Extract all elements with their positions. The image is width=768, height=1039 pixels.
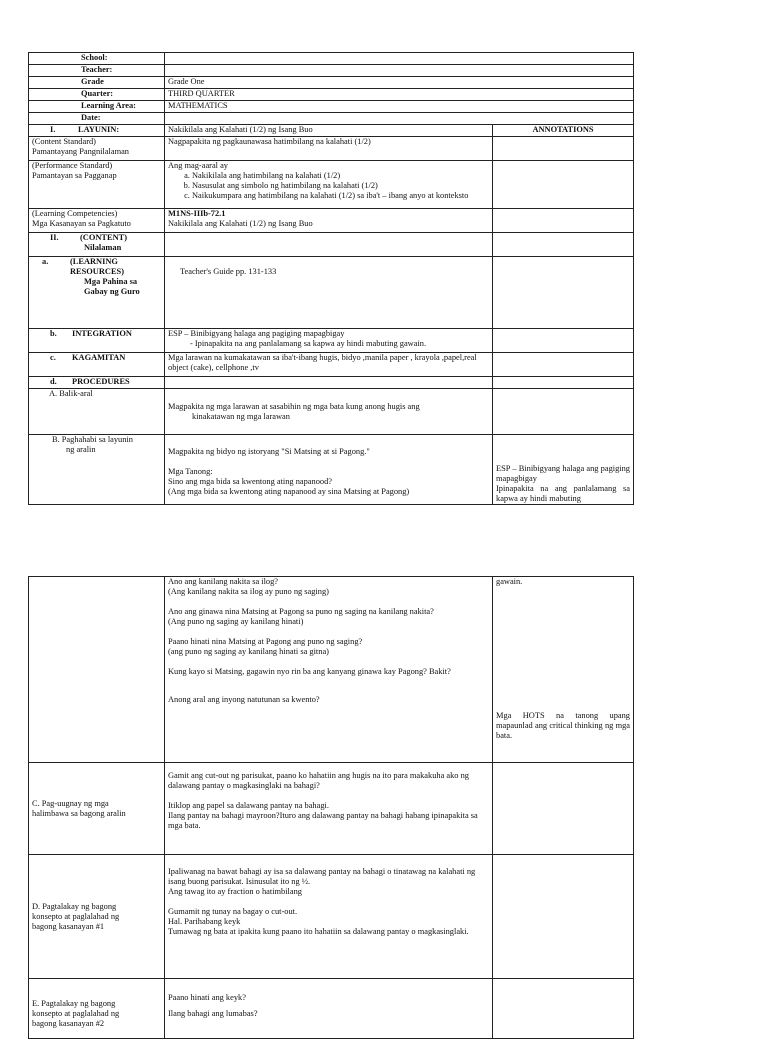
integration-line-2: - Ipinapakita na ang panlalamang sa kapwa ay hindi mabuting gawain. xyxy=(190,339,427,348)
list-item: b. Nasusulat ang simbolo ng hatimbilang na kalahati (1/2) xyxy=(192,181,489,191)
learning-area-label: Learning Area: xyxy=(29,101,165,113)
integration-value xyxy=(165,329,493,353)
performance-standard-value xyxy=(165,161,493,209)
section-c-value xyxy=(165,763,493,855)
competencies-label xyxy=(29,209,165,233)
answer-2: (Ang puno ng saging ay kanilang hinati) xyxy=(168,617,304,626)
balik-aral-value xyxy=(165,389,493,435)
lesson-plan-table-page-1 xyxy=(28,52,634,505)
section-e-line-2: Ilang bahagi ang lumabas? xyxy=(168,1009,258,1018)
paghahabi-annotation xyxy=(493,435,634,505)
kagamitan-value: Mga larawan na kumakatawan sa iba't-ibang hugis, bidyo ,manila paper , krayola ,papel,real object (cake), cellphone ,tv xyxy=(165,353,493,377)
section-c-label xyxy=(29,763,165,855)
balik-aral-label: A. Balik-aral xyxy=(29,389,165,435)
annotations-header: ANNOTATIONS xyxy=(493,125,634,137)
date-value xyxy=(165,113,634,125)
lesson-plan-table-page-2 xyxy=(28,576,634,1039)
performance-standard-list xyxy=(168,171,489,201)
paghahabi-line-2: Mga Tanong: xyxy=(168,467,213,476)
integration-letter: b. xyxy=(50,329,57,338)
kagamitan-label-text: KAGAMITAN xyxy=(72,353,126,362)
section-c-label-2: halimbawa sa bagong aralin xyxy=(32,808,126,818)
content-label xyxy=(29,233,165,257)
layunin-header xyxy=(29,125,165,137)
list-item: a. Nakikilala ang hatimbilang na kalahati (1/2) xyxy=(192,171,489,181)
procedures-value xyxy=(165,377,493,389)
performance-standard-intro: Ang mag-aaral ay xyxy=(168,161,228,170)
grade-label: Grade xyxy=(29,77,165,89)
resources-label-2: RESOURCES) xyxy=(70,267,124,276)
question-1: Ano ang kanilang nakita sa ilog? xyxy=(168,577,279,586)
paghahabi-label-2: ng aralin xyxy=(66,445,96,454)
continued-annotation xyxy=(493,577,634,763)
section-d-line-4: Hal. Parihabang keyk xyxy=(168,917,241,926)
performance-standard-annotation xyxy=(493,161,634,209)
section-d-annotation xyxy=(493,855,634,979)
content-standard-label-fil: Pamantayang Pangnilalaman xyxy=(32,147,129,156)
teachers-guide-ref: Teacher's Guide pp. 131-133 xyxy=(180,267,277,276)
section-d-label xyxy=(29,855,165,979)
learning-area-value: MATHEMATICS xyxy=(165,101,634,113)
answer-3: (ang puno ng saging ay kanilang hinati sa gitna) xyxy=(168,647,329,656)
procedures-letter: d. xyxy=(50,377,57,386)
section-c-line-1: Gamit ang cut-out ng parisukat, paano ko hahatiin ang hugis na ito para makakuha ako ng dalawang pantay o magkasinglaki na bahagi? xyxy=(168,771,469,790)
continued-label xyxy=(29,577,165,763)
paghahabi-line-3: Sino ang mga bida sa kwentong ating napanood? xyxy=(168,477,332,486)
procedures-label-text: PROCEDURES xyxy=(72,377,130,386)
section-d-label-2: konsepto at paglalahad ng xyxy=(32,911,120,921)
section-c-label-1: C. Pag-uugnay ng mga xyxy=(32,798,109,808)
section-e-line-1: Paano hinati ang keyk? xyxy=(168,993,246,1002)
section-c-line-3: Ilang pantay na bahagi mayroon?Ituro ang dalawang pantay na bahagi habang ipinapakita sa mga bata. xyxy=(168,811,478,830)
competencies-value xyxy=(165,209,493,233)
section-d-label-1: D. Pagtalakay ng bagong xyxy=(32,901,117,911)
content-standard-annotation xyxy=(493,137,634,161)
content-annotation xyxy=(493,233,634,257)
grade-value: Grade One xyxy=(165,77,634,89)
section-e-label xyxy=(29,979,165,1039)
competency-code: M1NS-IIIb-72.1 xyxy=(168,209,226,218)
content-label-fil: Nilalaman xyxy=(84,243,122,252)
section-d-line-2: Ang tawag ito ay fraction o hatimbilang xyxy=(168,887,302,896)
paghahabi-label-1: B. Paghahabi sa layunin xyxy=(52,435,133,444)
section-d-label-3: bagong kasanayan #1 xyxy=(32,921,105,931)
section-e-label-3: bagong kasanayan #2 xyxy=(32,1019,105,1028)
resources-label-3: Mga Pahina sa xyxy=(84,277,138,286)
paghahabi-annotation-2: Ipinapakita na ang panlalamang sa kapwa ay hindi mabuting xyxy=(496,484,630,503)
competencies-annotation xyxy=(493,209,634,233)
annotation-gawain: gawain. xyxy=(496,577,523,586)
section-e-label-1: E. Pagtalakay ng bagong xyxy=(32,999,116,1008)
balik-aral-line-2: kinakatawan ng mga larawan xyxy=(192,411,290,421)
section-d-line-3: Gumamit ng tunay na bagay o cut-out. xyxy=(168,907,298,916)
content-label-en: (CONTENT) xyxy=(80,233,127,242)
performance-standard-label-fil: Pamantayan sa Pagganap xyxy=(32,171,117,180)
integration-annotation xyxy=(493,329,634,353)
section-d-line-1: Ipaliwanag na bawat bahagi ay isa sa dalawang pantay na bahagi o tinatawag na kalahati ng isang buong parisukat. Isinusulat ito ng ½. xyxy=(168,867,476,886)
content-roman: II. xyxy=(50,233,59,242)
section-c-line-2: Itiklop ang papel sa dalawang pantay na bahagi. xyxy=(168,801,329,810)
procedures-label xyxy=(29,377,165,389)
paghahabi-line-4: (Ang mga bida sa kwentong ating napanood ay sina Matsing at Pagong) xyxy=(168,487,410,496)
resources-label-1: (LEARNING xyxy=(70,257,118,266)
kagamitan-letter: c. xyxy=(50,353,56,362)
section-e-value xyxy=(165,979,493,1039)
layunin-label: LAYUNIN: xyxy=(78,125,120,134)
content-standard-value: Nagpapakita ng pagkaunawasa hatimbilang na kalahati (1/2) xyxy=(165,137,493,161)
school-value xyxy=(165,53,634,65)
question-2: Ano ang ginawa nina Matsing at Pagong sa puno ng saging na kanilang nakita? xyxy=(168,607,434,616)
school-label: School: xyxy=(29,53,165,65)
content-standard-label-en: (Content Standard) xyxy=(32,137,96,146)
layunin-roman: I. xyxy=(50,125,56,134)
annotation-hots: Mga HOTS na tanong upang mapaunlad ang critical thinking ng mga bata. xyxy=(496,711,630,740)
procedures-annotation xyxy=(493,377,634,389)
competency-text: Nakikilala ang Kalahati (1/2) ng Isang Buo xyxy=(168,219,313,228)
integration-label xyxy=(29,329,165,353)
section-e-label-2: konsepto at paglalahad ng xyxy=(32,1009,120,1018)
content-standard-label xyxy=(29,137,165,161)
kagamitan-label xyxy=(29,353,165,377)
competencies-label-fil: Mga Kasanayan sa Pagkatuto xyxy=(32,219,131,228)
integration-label-text: INTEGRATION xyxy=(72,329,132,338)
balik-aral-annotation xyxy=(493,389,634,435)
question-3: Paano hinati nina Matsing at Pagong ang puno ng saging? xyxy=(168,637,363,646)
list-item: c. Naikukumpara ang hatimbilang na kalahati (1/2) sa iba't – ibang anyo at konteksto xyxy=(192,191,489,201)
quarter-value: THIRD QUARTER xyxy=(165,89,634,101)
question-4: Kung kayo si Matsing, gagawin nyo rin ba ang kanyang ginawa kay Pagong? Bakit? xyxy=(168,667,451,676)
performance-standard-label-en: (Performance Standard) xyxy=(32,161,113,170)
competencies-label-en: (Learning Competencies) xyxy=(32,209,118,218)
answer-1: (Ang kanilang nakita sa ilog ay puno ng saging) xyxy=(168,587,329,596)
section-d-line-5: Tumawag ng bata at ipakita kung paano ito hahatiin sa dalawang pantay o magkasinglaki. xyxy=(168,927,469,936)
balik-aral-line-1: Magpakita ng mga larawan at sasabihin ng mga bata kung anong hugis ang xyxy=(168,401,420,411)
section-d-value xyxy=(165,855,493,979)
kagamitan-annotation xyxy=(493,353,634,377)
paghahabi-annotation-1: ESP – Binibigyang halaga ang pagiging mapagbigay xyxy=(496,464,630,483)
teacher-value xyxy=(165,65,634,77)
question-5: Anong aral ang inyong natutunan sa kwento? xyxy=(168,695,320,704)
section-e-annotation xyxy=(493,979,634,1039)
continued-questions xyxy=(165,577,493,763)
resources-annotation xyxy=(493,257,634,329)
resources-label xyxy=(29,257,165,329)
date-label: Date: xyxy=(29,113,165,125)
integration-line-1: ESP – Binibigyang halaga ang pagiging mapagbigay xyxy=(168,329,345,338)
resources-letter: a. xyxy=(42,257,49,266)
performance-standard-label xyxy=(29,161,165,209)
content-value xyxy=(165,233,493,257)
section-c-annotation xyxy=(493,763,634,855)
teacher-label: Teacher: xyxy=(29,65,165,77)
quarter-label: Quarter: xyxy=(29,89,165,101)
resources-label-4: Gabay ng Guro xyxy=(84,287,140,296)
paghahabi-line-1: Magpakita ng bidyo ng istoryang "Si Matsing at si Pagong." xyxy=(168,447,370,456)
resources-value xyxy=(165,257,493,329)
layunin-value: Nakikilala ang Kalahati (1/2) ng Isang Buo xyxy=(165,125,493,137)
paghahabi-label xyxy=(29,435,165,505)
paghahabi-value xyxy=(165,435,493,505)
